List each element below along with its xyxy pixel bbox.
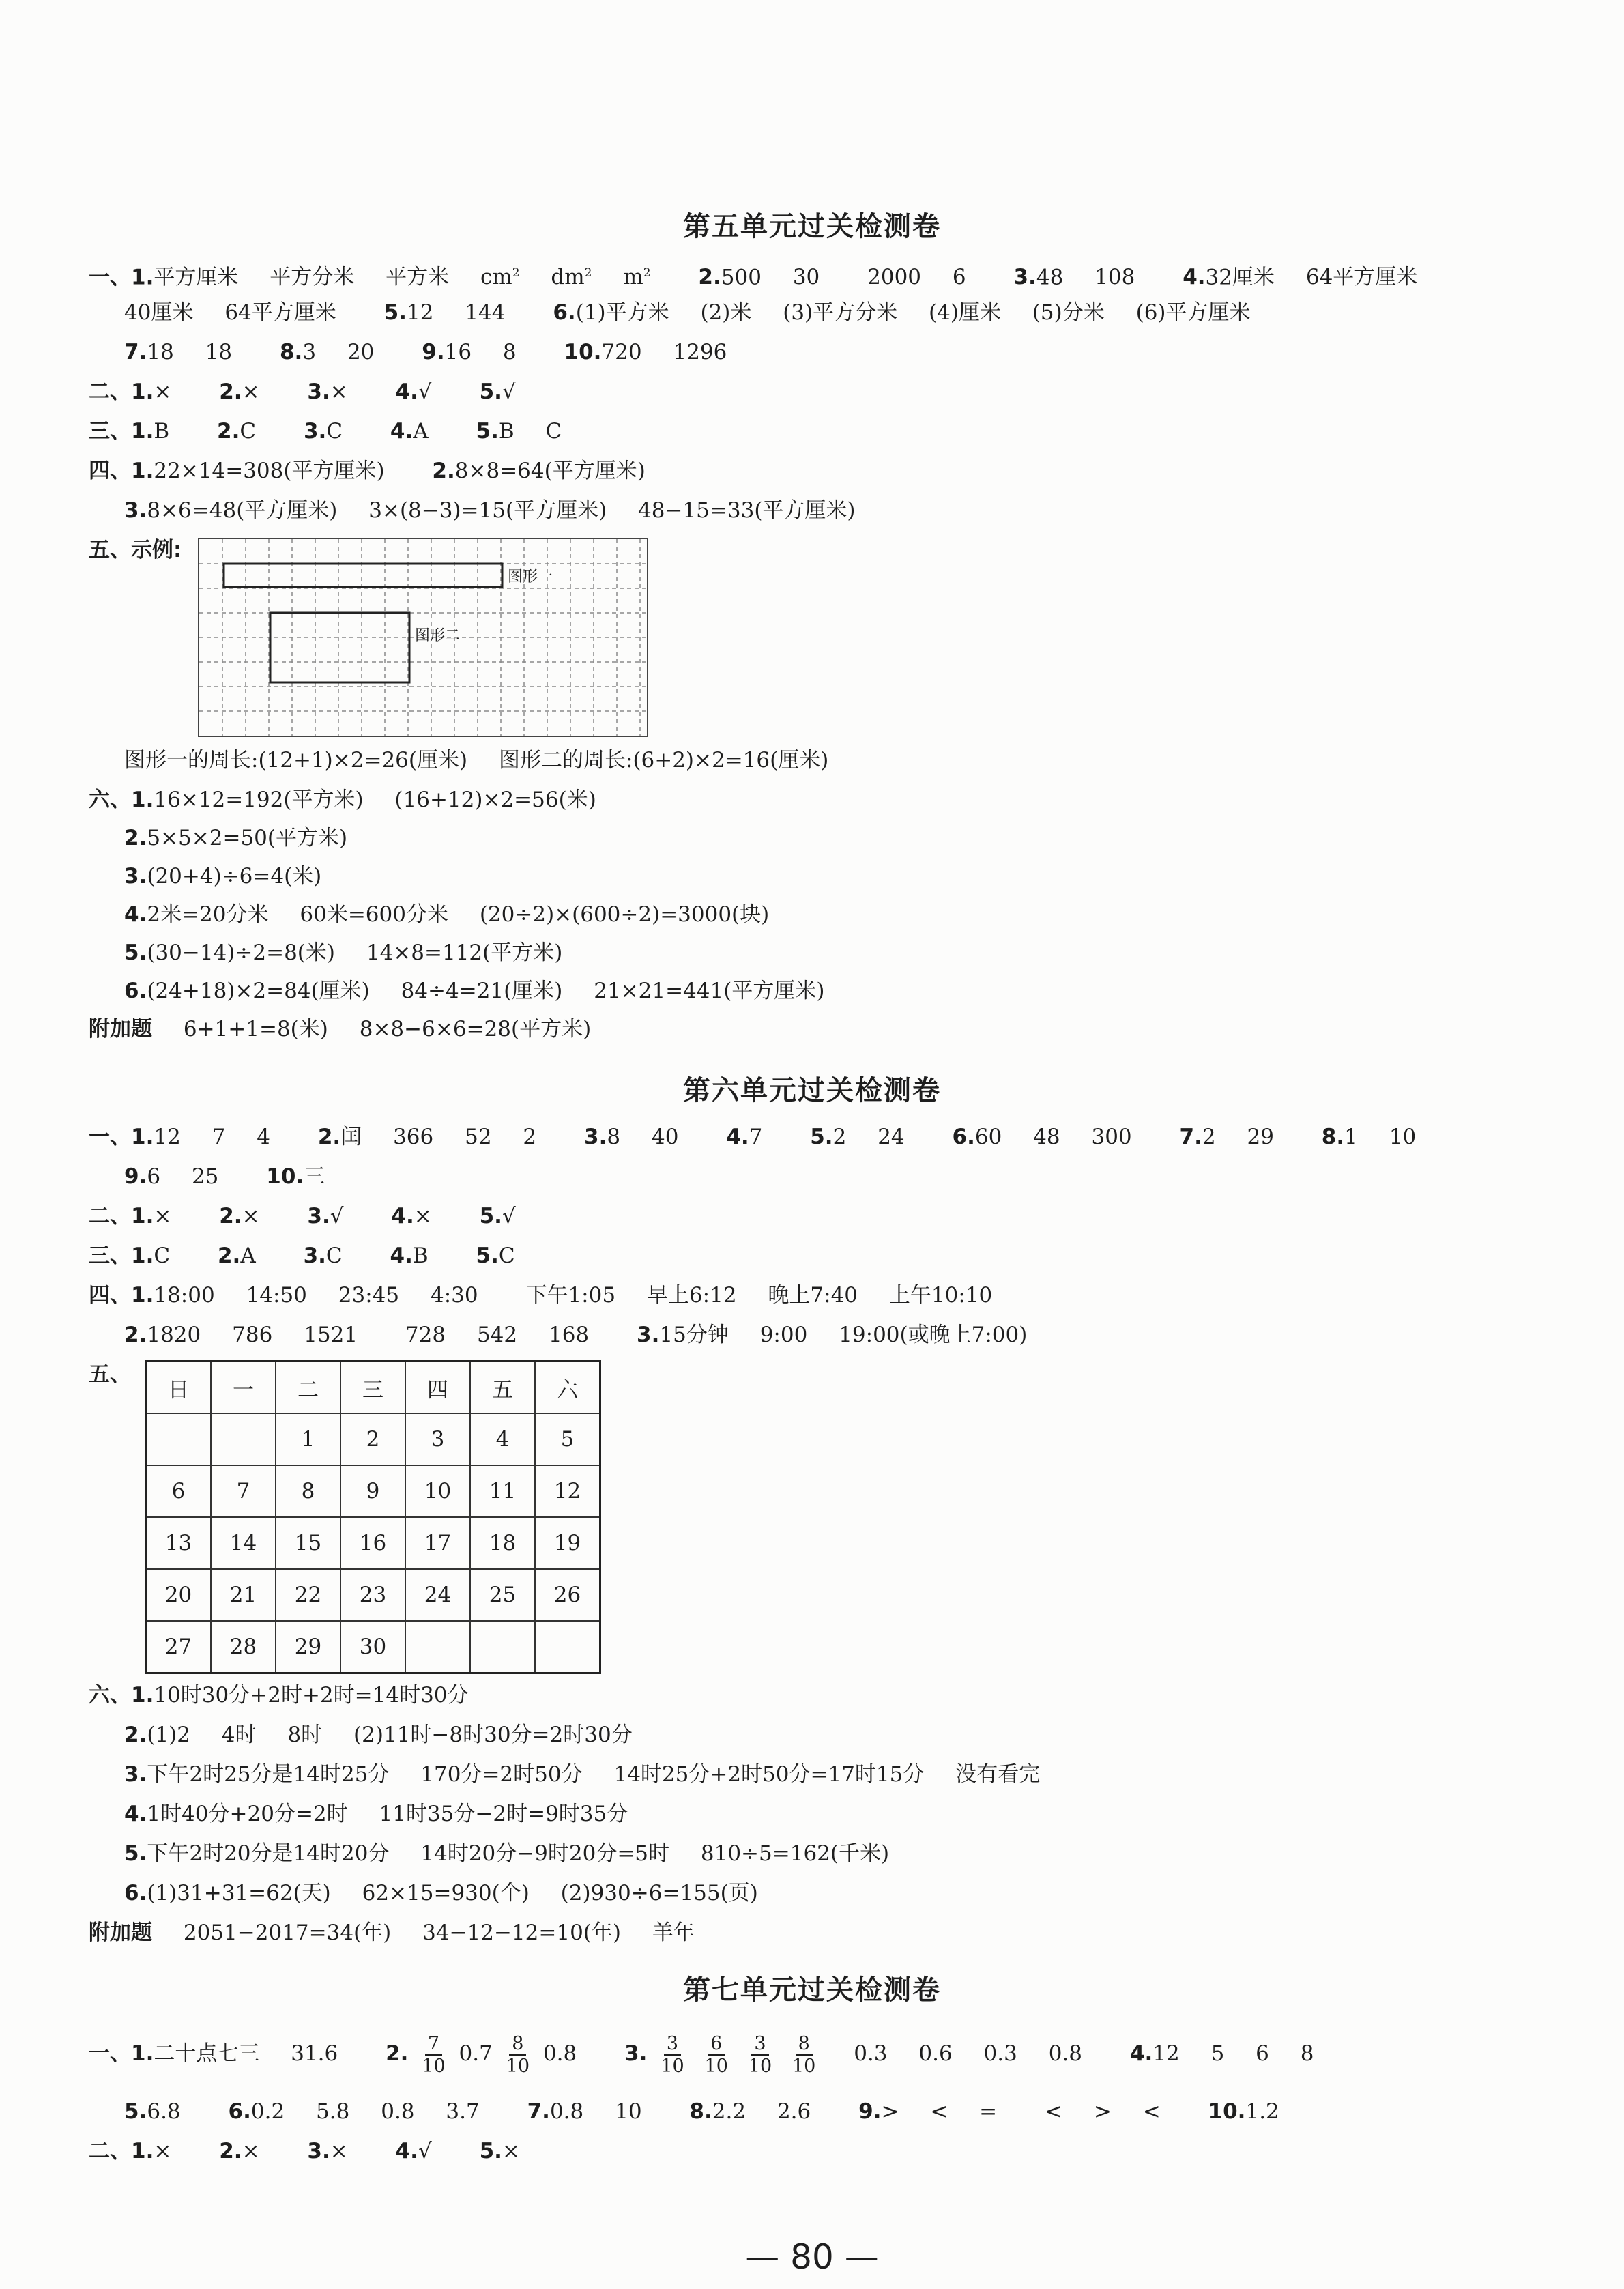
calendar-cell: 11 (470, 1465, 535, 1517)
page-number: — 80 — (745, 2237, 879, 2277)
fraction: $\frac{8}{10}$ (792, 2032, 816, 2077)
calendar-cell: 6 (146, 1465, 212, 1517)
calendar-cell: 15 (276, 1517, 340, 1569)
unit5-section1-line2: 40厘米 64平方厘米 5.12 144 6.(1)平方米 (2)米 (3)平方分米 (4)厘米 (5)分米 (6)平方厘米 (124, 300, 1251, 325)
calendar-cell: 2 (340, 1413, 405, 1465)
calendar-cell: 28 (211, 1621, 276, 1673)
calendar-row (146, 1465, 600, 1517)
unit6-section4-line1: 四、1.18:00 14:50 23:45 4:30 下午1:05 早上6:12 晚上7:40 上午10:10 (89, 1283, 993, 1308)
figure-one-rect (224, 564, 502, 587)
unit6-section6-line5: 5.下午2时20分是14时20分 14时20分−9时20分=5时 810÷5=162(千米) (124, 1841, 890, 1866)
calendar-cell: 日 (146, 1362, 212, 1414)
calendar-cell: 8 (276, 1465, 340, 1517)
unit5-section6-line1: 六、1.16×12=192(平方米) (16+12)×2=56(米) (89, 788, 596, 812)
unit7-title: 第七单元过关检测卷 (683, 1974, 941, 2006)
calendar-cell: 24 (405, 1569, 470, 1621)
unit6-title: 第六单元过关检测卷 (683, 1075, 941, 1106)
unit5-bonus: 附加题 6+1+1=8(米) 8×8−6×6=28(平方米) (89, 1017, 592, 1041)
calendar-cell: 三 (340, 1362, 405, 1414)
unit5-section2: 二、1.× 2.× 3.× 4.√ 5.√ (89, 379, 516, 404)
unit5-section1-line3: 7.18 18 8.3 20 9.16 8 10.720 1296 (124, 340, 727, 364)
unit5-section4-line2: 3.8×6=48(平方厘米) 3×(8−3)=15(平方厘米) 48−15=33(平方厘米) (124, 498, 856, 523)
unit5-section1-line1: 一、1.平方厘米 平方分米 平方米 $cm^2$ $dm^2$ $m^2$ 2.500 30 2000 6 3.48 108 4.32厘米 64平方厘米 (89, 265, 1418, 290)
calendar-row (146, 1413, 600, 1465)
unit7-section1-line2: 5.6.8 6.0.2 5.8 0.8 3.7 7.0.8 10 8.2.2 2.6 9.> < = < > < 10.1.2 (124, 2099, 1279, 2124)
unit5-section3: 三、1.B 2.C 3.C 4.A 5.B C (89, 419, 562, 444)
unit6-section6-line3: 3.下午2时25分是14时25分 170分=2时50分 14时25分+2时50分=17时15分 没有看完 (124, 1762, 1041, 1787)
fraction: $\frac{3}{10}$ (748, 2032, 772, 2077)
calendar-cell: 7 (211, 1465, 276, 1517)
unit6-section6-line2: 2.(1)2 4时 8时 (2)11时−8时30分=2时30分 (124, 1723, 633, 1747)
unit5-section6-line6: 6.(24+18)×2=84(厘米) 84÷4=21(厘米) 21×21=441(平方厘米) (124, 979, 825, 1003)
figure-two-rect (270, 613, 409, 682)
unit6-section1-line2: 9.6 25 10.三 (124, 1164, 325, 1189)
calendar-row (146, 1569, 600, 1621)
unit6-section6-line6: 6.(1)31+31=62(天) 62×15=930(个) (2)930÷6=155(页) (124, 1881, 758, 1905)
figure-one-label: 图形一 (508, 568, 553, 586)
calendar-cell: 9 (340, 1465, 405, 1517)
grid-svg (199, 539, 647, 736)
unit6-section2: 二、1.× 2.× 3.√ 4.× 5.√ (89, 1204, 516, 1228)
grid-diagram (198, 538, 648, 737)
unit5-section5-perimeters: 图形一的周长:(12+1)×2=26(厘米) 图形二的周长:(6+2)×2=16(厘米) (124, 748, 829, 773)
calendar-cell: 19 (535, 1517, 600, 1569)
calendar-cell: 23 (340, 1569, 405, 1621)
unit6-section3: 三、1.C 2.A 3.C 4.B 5.C (89, 1243, 515, 1268)
calendar-cell: 16 (340, 1517, 405, 1569)
calendar-cell: 1 (276, 1413, 340, 1465)
figure-two-label: 图形二 (415, 627, 461, 644)
fraction: $\frac{7}{10}$ (422, 2032, 446, 2077)
calendar-cell: 10 (405, 1465, 470, 1517)
calendar-cell (211, 1413, 276, 1465)
calendar-cell: 21 (211, 1569, 276, 1621)
unit6-section1-line1: 一、1.12 7 4 2.闰 366 52 2 3.8 40 4.7 5.2 24 6.60 48 300 7.2 29 8.1 10 (89, 1125, 1417, 1149)
calendar-cell (535, 1621, 600, 1673)
calendar-cell: 二 (276, 1362, 340, 1414)
unit7-section2: 二、1.× 2.× 3.× 4.√ 5.× (89, 2139, 520, 2163)
calendar-cell: 4 (470, 1413, 535, 1465)
unit6-section4-line2: 2.1820 786 1521 728 542 168 3.15分钟 9:00 19:00(或晚上7:00) (124, 1323, 1028, 1347)
calendar-cell: 四 (405, 1362, 470, 1414)
fraction: $\frac{3}{10}$ (661, 2032, 684, 2077)
unit5-title: 第五单元过关检测卷 (683, 211, 941, 242)
unit5-section6-line4: 4.2米=20分米 60米=600分米 (20÷2)×(600÷2)=3000(块) (124, 902, 770, 927)
calendar-cell: 3 (405, 1413, 470, 1465)
unit5-section6-line2: 2.5×5×2=50(平方米) (124, 826, 348, 850)
calendar-cell: 30 (340, 1621, 405, 1673)
calendar-cell: 26 (535, 1569, 600, 1621)
unit7-section1-line1: 一、1.二十点七三 31.6 2. $\frac{7}{10}$ 0.7 $\frac{8}{10}$ 0.8 3. $\frac{3}{10}$ $\frac{6}{10}$ $\frac{3}{10}$ $\frac{8}{10}$ 0.3 0.6 0.3 0.8 4.12 5 6 8 (89, 2032, 1314, 2077)
calendar-cell: 13 (146, 1517, 212, 1569)
calendar-cell: 25 (470, 1569, 535, 1621)
fraction: $\frac{8}{10}$ (506, 2032, 530, 2077)
calendar-row (146, 1517, 600, 1569)
calendar-cell (146, 1413, 212, 1465)
calendar-cell: 22 (276, 1569, 340, 1621)
calendar-cell: 18 (470, 1517, 535, 1569)
calendar-cell: 一 (211, 1362, 276, 1414)
unit5-section6-line3: 3.(20+4)÷6=4(米) (124, 864, 322, 889)
unit6-bonus: 附加题 2051−2017=34(年) 34−12−12=10(年) 羊年 (89, 1920, 695, 1945)
calendar-cell: 29 (276, 1621, 340, 1673)
calendar-cell: 14 (211, 1517, 276, 1569)
calendar-cell: 5 (535, 1413, 600, 1465)
calendar-cell: 27 (146, 1621, 212, 1673)
calendar-cell (405, 1621, 470, 1673)
calendar-cell: 17 (405, 1517, 470, 1569)
calendar-row (146, 1621, 600, 1673)
unit5-section5-label: 五、示例: (89, 538, 182, 562)
calendar-table (145, 1360, 601, 1674)
unit5-section6-line5: 5.(30−14)÷2=8(米) 14×8=112(平方米) (124, 940, 563, 965)
calendar-cell (470, 1621, 535, 1673)
calendar-header-row (146, 1362, 600, 1414)
calendar-cell: 20 (146, 1569, 212, 1621)
calendar-cell: 12 (535, 1465, 600, 1517)
unit5-section4-line1: 四、1.22×14=308(平方厘米) 2.8×8=64(平方厘米) (89, 459, 646, 483)
unit6-section6-line1: 六、1.10时30分+2时+2时=14时30分 (89, 1683, 469, 1708)
calendar-cell: 五 (470, 1362, 535, 1414)
calendar-cell: 六 (535, 1362, 600, 1414)
unit6-section6-line4: 4.1时40分+20分=2时 11时35分−2时=9时35分 (124, 1802, 628, 1826)
unit6-section5-label: 五、 (89, 1362, 131, 1387)
fraction: $\frac{6}{10}$ (704, 2032, 728, 2077)
